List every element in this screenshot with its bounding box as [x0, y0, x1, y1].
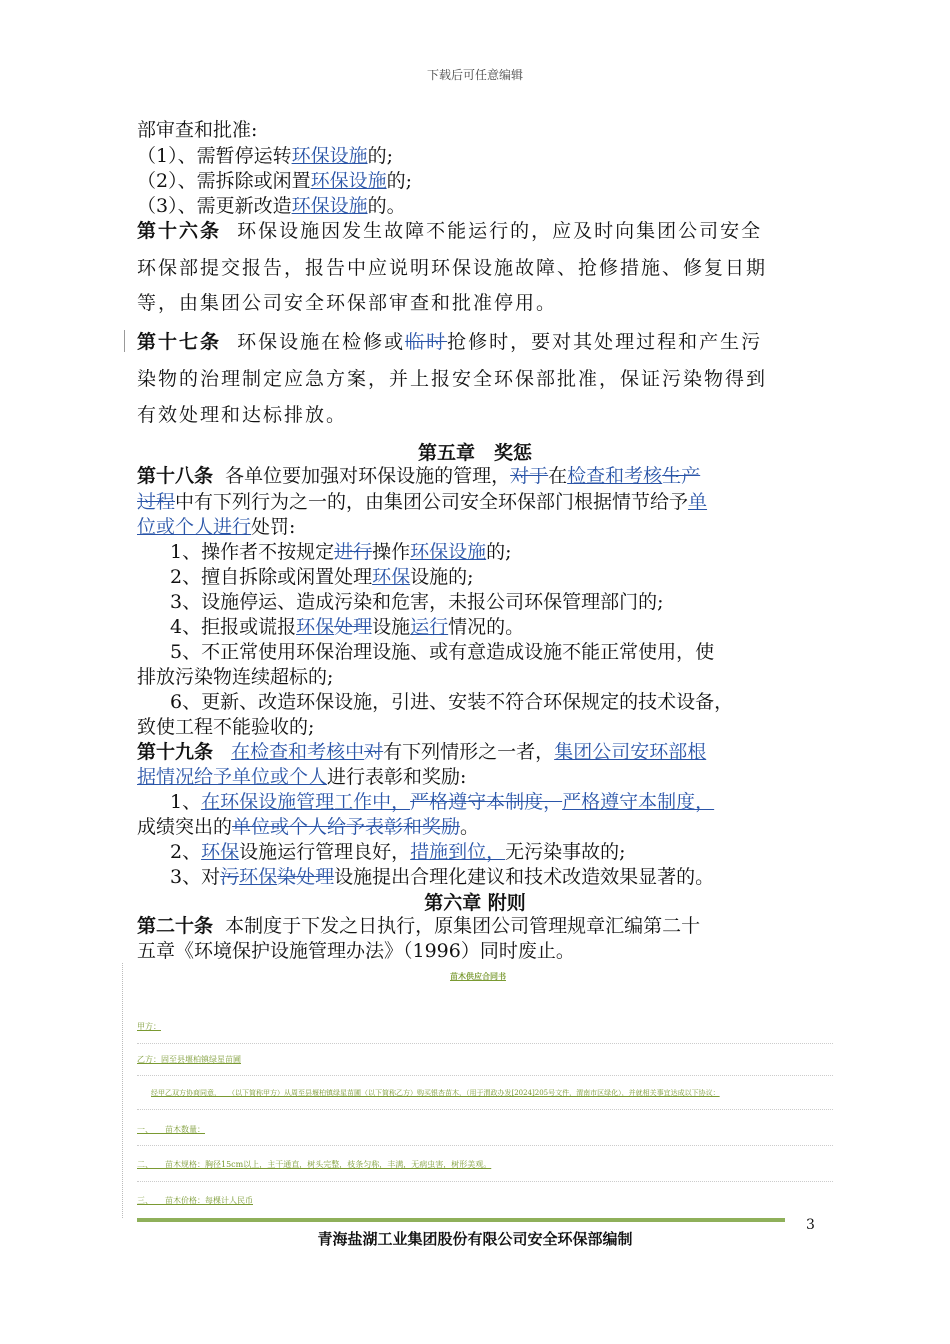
revision-insert: 在检查和考核中 [231, 741, 365, 763]
page-number: 3 [806, 1217, 815, 1233]
revision-delete: 进行 [334, 541, 373, 563]
text-line: 排放污染物连续超标的; [137, 666, 334, 688]
revision-insert: 环保设施 [410, 541, 487, 563]
article-title: 第十七条 [137, 331, 222, 353]
revision-insert: 措施到位， [410, 841, 506, 863]
revision-insert: 环保 [372, 566, 411, 588]
revision-insert: 环保 [239, 866, 278, 888]
list-item: 5、不正常使用环保治理设施、或有意造成设施不能正常使用，使 [170, 641, 715, 663]
revision-delete: 过程 [137, 491, 176, 513]
text-line: 部审查和批准: [137, 119, 258, 141]
dotted-divider [137, 1109, 833, 1110]
list-item: （2）、需拆除或闲置环保设施的; [137, 170, 413, 192]
revision-insert: 环保设施 [291, 145, 368, 167]
text-line: 有效处理和达标排放。 [137, 404, 348, 426]
article-17: 第十七条 环保设施在检修或临时抢修时，要对其处理过程和产生污 [137, 331, 763, 353]
chapter-heading: 第五章 奖惩 [417, 442, 532, 464]
list-item: 2、擅自拆除或闲置处理环保设施的; [170, 566, 474, 588]
contract-item: 一、 苗木数量： [137, 1125, 205, 1134]
list-item: 1、操作者不按规定进行操作环保设施的; [170, 541, 512, 563]
chapter-heading: 第六章 附则 [424, 892, 526, 914]
footer-text: 青海盐湖工业集团股份有限公司安全环保部编制 [317, 1230, 633, 1248]
revision-delete: 对于 [510, 465, 549, 487]
list-item: 3、设施停运、造成污染和危害，未报公司环保管理部门的; [170, 591, 664, 613]
revision-insert: 集团公司安环部根 [554, 741, 707, 763]
text-line: 染物的治理制定应急方案，并上报安全环保部批准，保证污染物得到 [137, 368, 768, 390]
contract-party-b: 乙方：固至县堰柏镇绿星苗圃 [137, 1055, 241, 1064]
contract-title: 苗木供应合同书 [450, 971, 506, 981]
revision-insert: 运行 [410, 616, 449, 638]
revision-insert: 环保 [296, 616, 335, 638]
article-18: 第十八条 各单位要加强对环保设施的管理，对于在检查和考核生产 [137, 465, 701, 487]
article-16: 第十六条 环保设施因发生故障不能运行的，应及时向集团公司安全 [137, 220, 763, 242]
change-bar [124, 330, 125, 352]
revision-insert: 检查和考核 [567, 465, 663, 487]
revision-insert: 据情况给予单位或个人 [137, 766, 328, 788]
revision-insert: 位或个人进行 [137, 516, 252, 538]
text-line: 环保部提交报告，报告中应说明环保设施故障、抢修措施、修复日期 [137, 257, 768, 279]
contract-item: 三、 苗木价格：每棵计人民币 [137, 1196, 253, 1205]
revision-insert: 环保设施 [310, 170, 387, 192]
list-item: （3）、需更新改造环保设施的。 [137, 195, 406, 217]
article-19: 第十九条 在检查和考核中对有下列情形之一者，集团公司安环部根 [137, 741, 707, 763]
revision-insert: 单 [688, 491, 708, 513]
revision-delete: 对 [364, 741, 384, 763]
article-title: 第十八条 [137, 465, 214, 487]
revision-delete: 临时 [405, 331, 448, 353]
list-item: 1、在环保设施管理工作中，严格遵守本制度，严格遵守本制度， [170, 791, 715, 813]
text-line: 等，由集团公司安全环保部审查和批准停用。 [137, 292, 558, 314]
page-header: 下载后可任意编辑 [426, 68, 523, 82]
revision-delete: 污 [220, 866, 240, 888]
revision-insert: 环保设施 [291, 195, 368, 217]
footer-divider [137, 1218, 785, 1222]
list-item: 4、拒报或谎报环保处理设施运行情况的。 [170, 616, 525, 638]
dotted-divider [137, 1075, 833, 1076]
contract-party-a: 甲方： [137, 1022, 161, 1031]
article-title: 第十六条 [137, 220, 222, 242]
list-item: （1）、需暂停运转环保设施的; [137, 145, 394, 167]
list-item: 6、更新、改造环保设施，引进、安装不符合环保规定的技术设备， [170, 691, 734, 713]
list-item: 2、环保设施运行管理良好，措施到位，无污染事故的; [170, 841, 626, 863]
text-line: 过程中有下列行为之一的，由集团公司安全环保部门根据情节给予单 [137, 491, 708, 513]
list-item: 3、对污环保染处理设施提出合理化建议和技术改造效果显著的。 [170, 866, 715, 888]
revision-insert: 严格遵守本制度， [562, 791, 715, 813]
revision-delete: 处理 [334, 616, 373, 638]
revision-delete: 生产 [662, 465, 701, 487]
article-title: 第二十条 [137, 915, 214, 937]
embedded-contract [122, 963, 833, 1218]
revision-insert: 在环保设施管理工作中， [201, 791, 411, 813]
text-line: 五章《环境保护设施管理办法》（1996）同时废止。 [137, 940, 575, 962]
revision-delete: 严格遵守本制度， [410, 791, 563, 813]
article-20: 第二十条 本制度于下发之日执行，原集团公司管理规章汇编第二十 [137, 915, 701, 937]
text-line: 位或个人进行处罚: [137, 516, 296, 538]
dotted-divider [137, 1181, 833, 1182]
contract-intro: 经甲乙双方协商同意， （以下简称甲方）从周至县堰柏镇绿星苗圃（以下简称乙方）购买银杏苗木，（用于渭政办发[2024]205号文件，渭南市区绿化），并就相关事宜达成以下协议： [151, 1089, 720, 1097]
contract-item: 二、 苗木规格：胸径15cm以上，主干通直，树头完整，枝条匀称，丰满，无病虫害，树形美观。 [137, 1160, 492, 1169]
revision-delete: 单位或个人给予表彰和奖励 [232, 816, 461, 838]
revision-insert: 环保 [201, 841, 240, 863]
text-line: 成绩突出的单位或个人给予表彰和奖励。 [137, 816, 480, 838]
text-line: 致使工程不能验收的; [137, 716, 315, 738]
revision-delete: 染处理 [277, 866, 335, 888]
article-title: 第十九条 [137, 741, 214, 763]
text-line: 据情况给予单位或个人进行表彰和奖励: [137, 766, 467, 788]
dotted-divider [137, 1145, 833, 1146]
dotted-divider [137, 1043, 833, 1044]
